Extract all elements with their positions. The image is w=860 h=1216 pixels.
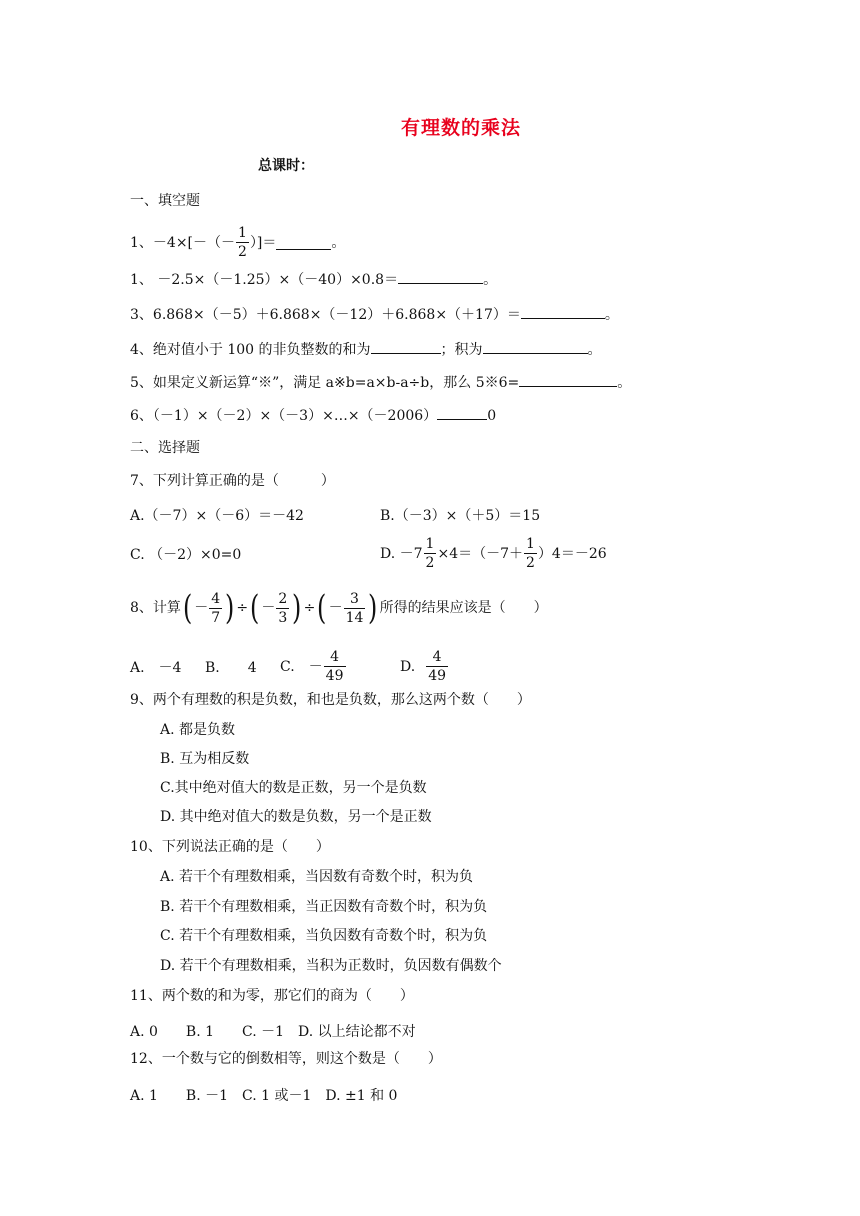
section-choice-heading: 二、选择题 <box>130 440 200 456</box>
question-9-stem: 9、两个有理数的积是负数，和也是负数，那么这两个数（ ） <box>130 692 531 708</box>
question-6 <box>130 405 496 426</box>
q8-c-num: 4 <box>330 649 340 665</box>
q12-options[interactable]: A. 1 B. －1 C. 1 或－1 D. ±1 和 0 <box>130 1088 398 1104</box>
q6-end: 0 <box>487 408 497 424</box>
q5-answer-blank[interactable] <box>519 372 617 387</box>
q8-paren-close-2: ) <box>292 588 302 628</box>
q3-text: 3、6.868×（－5）＋6.868×（－12）＋6.868×（＋17）＝ <box>130 307 521 323</box>
q4-end: 。 <box>587 342 602 358</box>
q5-text: 5、如果定义新运算“※”，满足 a※b=a×b-a÷b，那么 5※6= <box>130 375 520 391</box>
q6-text: 6、（－1）×（－2）×（－3）×…×（－2006） <box>130 408 438 424</box>
q8-paren-open-3: ( <box>317 588 327 628</box>
q9-option-c[interactable]: C.其中绝对值大的数是正数，另一个是负数 <box>160 780 427 796</box>
q8-fraction-1 <box>209 590 222 627</box>
q7-d-fraction-1 <box>424 535 437 572</box>
q8-suffix: 所得的结果应该是（ ） <box>379 600 548 616</box>
q7-d-num-2: 1 <box>526 536 535 552</box>
question-10-stem: 10、下列说法正确的是（ ） <box>130 839 330 855</box>
q8-c-prefix: C. － <box>280 658 323 675</box>
q1-fraction-den: 2 <box>238 244 247 260</box>
q8-paren-close-3: ) <box>368 588 378 628</box>
q8-f2-den: 3 <box>278 609 288 626</box>
q8-option-a[interactable]: A. －4 <box>130 660 182 676</box>
q8-d-num: 4 <box>432 649 442 665</box>
q1-fraction-num: 1 <box>238 225 247 241</box>
q1b-answer-blank[interactable] <box>398 269 483 284</box>
q8-option-b[interactable]: B. 4 <box>205 660 257 676</box>
q1b-end: 。 <box>483 272 498 288</box>
q7-d-end: ）4＝－26 <box>537 545 607 562</box>
q8-minus-3: － <box>328 600 343 616</box>
q7-option-a[interactable]: A.（－7）×（－6）＝－42 <box>130 508 304 524</box>
question-8-stem <box>130 588 548 628</box>
q8-fraction-2 <box>276 590 289 627</box>
q3-answer-blank[interactable] <box>521 304 605 319</box>
question-7-stem: 7、下列计算正确的是（ ） <box>130 473 335 489</box>
question-1b <box>130 269 497 290</box>
q4-sum-blank[interactable] <box>371 339 441 354</box>
q8-option-c[interactable] <box>280 648 347 685</box>
q10-option-c[interactable]: C. 若干个有理数相乘，当负因数有奇数个时，积为负 <box>160 928 488 944</box>
q7-d-mid: ×4＝（－7＋ <box>437 545 524 562</box>
q4-text: 4、绝对值小于 100 的非负整数的和为 <box>130 342 371 358</box>
q4-product-blank[interactable] <box>483 339 588 354</box>
q8-f1-den: 7 <box>211 609 221 626</box>
q8-f3-den: 14 <box>345 609 364 626</box>
q7-d-den-2: 2 <box>526 555 535 571</box>
q6-answer-blank[interactable] <box>437 405 487 420</box>
q8-c-den: 49 <box>325 668 344 684</box>
question-12-stem: 12、一个数与它的倒数相等，则这个数是（ ） <box>130 1051 442 1067</box>
q9-option-d[interactable]: D. 其中绝对值大的数是负数，另一个是正数 <box>160 809 432 825</box>
q4-mid: ；积为 <box>440 342 483 358</box>
q7-d-den-1: 2 <box>425 555 435 571</box>
course-hours-label: 总课时： <box>258 158 314 174</box>
q7-option-b[interactable]: B.（－3）×（＋5）＝15 <box>380 508 541 524</box>
q8-minus-1: － <box>194 600 209 616</box>
q7-option-c[interactable]: C. （－2）×0=0 <box>130 547 242 563</box>
q8-f1-num: 4 <box>211 590 221 607</box>
section-fill-blank-heading: 一、填空题 <box>130 193 200 209</box>
q8-f3-num: 3 <box>350 590 359 607</box>
q8-div-1: ÷ <box>236 600 249 616</box>
question-3 <box>130 304 619 325</box>
q11-options[interactable]: A. 0 B. 1 C. －1 D. 以上结论都不对 <box>130 1024 416 1040</box>
q1-end: 。 <box>331 234 346 251</box>
q1b-text: 1、 －2.5×（－1.25）×（－40）×0.8＝ <box>130 272 399 288</box>
q1-answer-blank[interactable] <box>276 235 331 250</box>
q8-prefix: 8、计算 <box>130 600 181 616</box>
q9-option-b[interactable]: B. 互为相反数 <box>160 751 250 767</box>
q8-d-den: 49 <box>428 668 447 684</box>
question-4 <box>130 339 602 360</box>
q8-paren-open-1: ( <box>182 588 193 628</box>
page-title: 有理数的乘法 <box>401 117 522 139</box>
q7-d-fraction-2 <box>524 535 537 572</box>
q5-end: 。 <box>617 375 632 391</box>
question-11-stem: 11、两个数的和为零，那它们的商为（ ） <box>130 988 414 1004</box>
q8-f2-num: 2 <box>278 590 288 607</box>
q8-paren-close-1: ) <box>225 588 235 628</box>
q1-fraction <box>236 224 249 261</box>
q1-prefix: 1、－4×[－（－ <box>130 234 236 251</box>
q7-d-num-1: 1 <box>425 536 435 552</box>
q8-div-2: ÷ <box>303 600 316 616</box>
q8-d-prefix: D. <box>400 658 416 675</box>
q10-option-b[interactable]: B. 若干个有理数相乘，当正因数有奇数个时，积为负 <box>160 899 488 915</box>
question-1 <box>130 224 345 261</box>
q7-d-prefix: D. －7 <box>380 545 423 562</box>
q3-end: 。 <box>604 307 619 323</box>
q8-d-fraction <box>426 648 448 685</box>
q8-c-fraction <box>324 648 346 685</box>
q8-option-d[interactable] <box>400 648 449 685</box>
q7-option-d[interactable] <box>380 535 607 572</box>
q8-fraction-3 <box>344 590 366 627</box>
q10-option-a[interactable]: A. 若干个有理数相乘，当因数有奇数个时，积为负 <box>160 869 474 885</box>
q9-option-a[interactable]: A. 都是负数 <box>160 722 236 738</box>
q1-suffix: ）]＝ <box>249 234 277 251</box>
q8-paren-open-2: ( <box>250 588 260 628</box>
q10-option-d[interactable]: D. 若干个有理数相乘，当积为正数时，负因数有偶数个 <box>160 958 502 974</box>
q8-minus-2: － <box>261 600 276 616</box>
question-5 <box>130 372 631 393</box>
